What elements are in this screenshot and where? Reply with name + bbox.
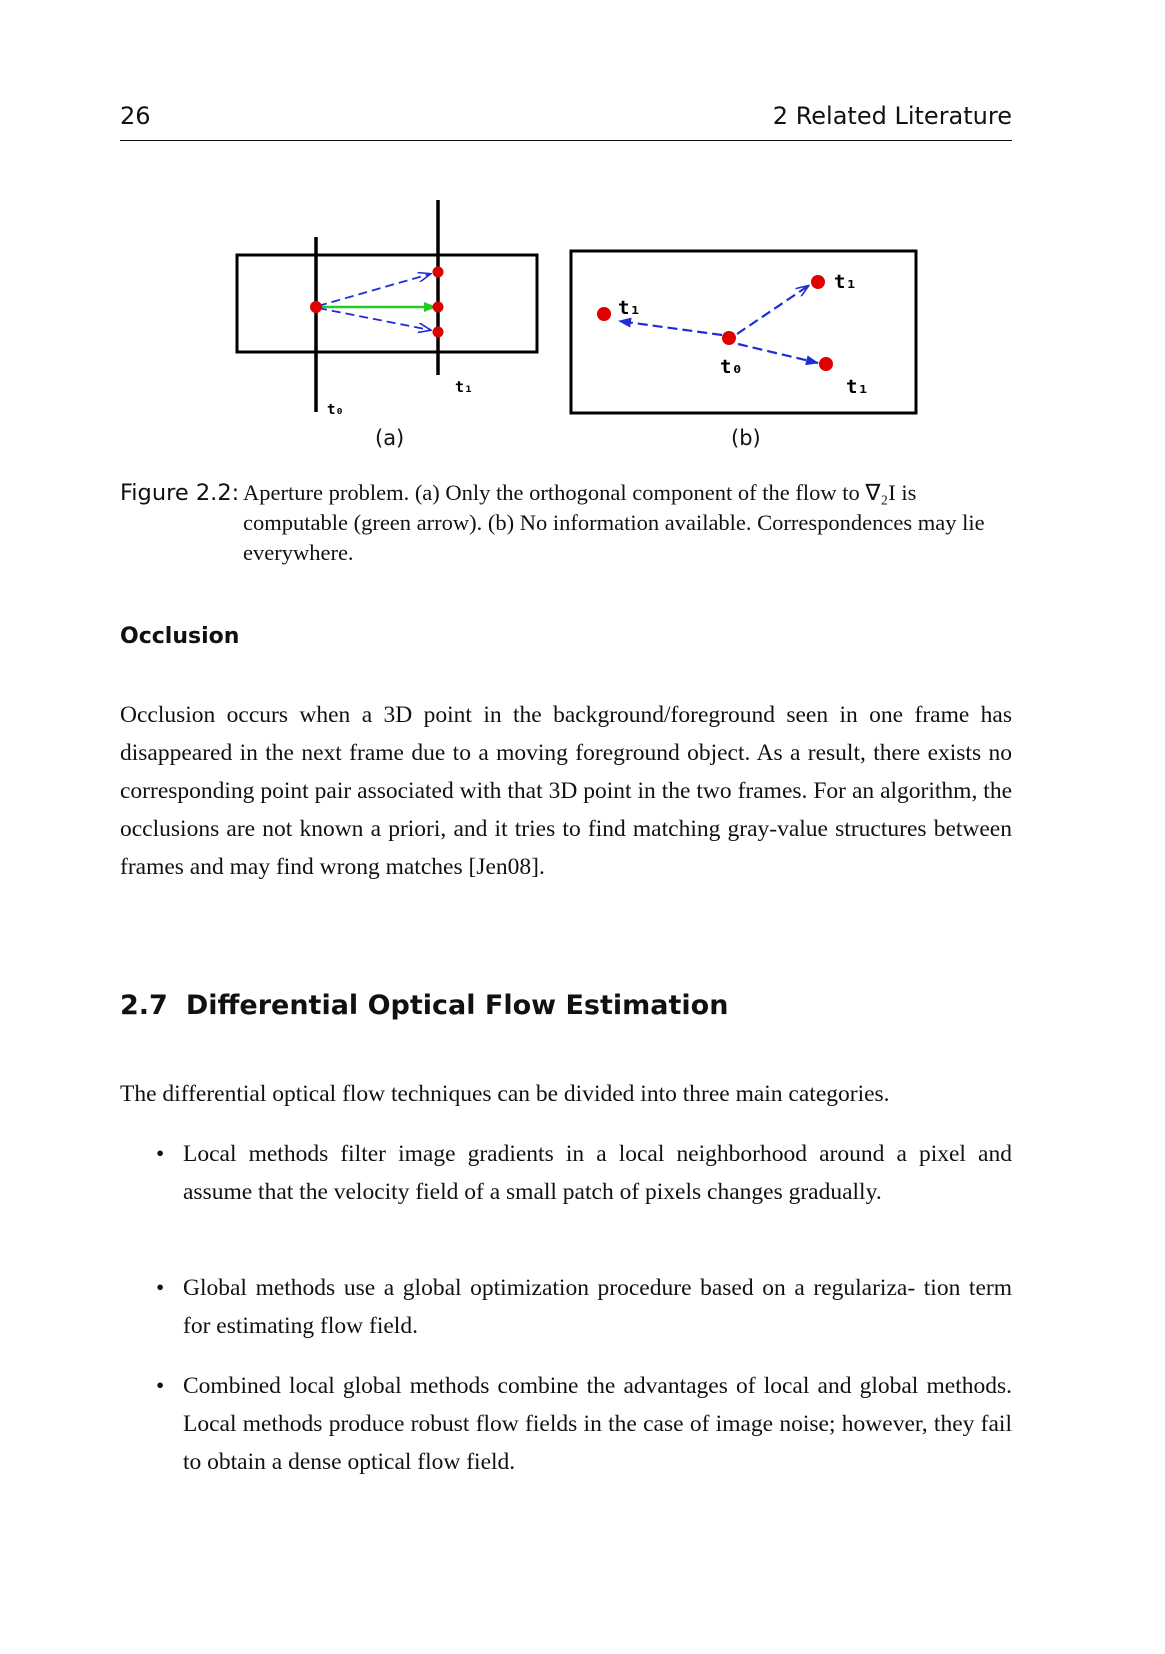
label-t1-top: t₁ xyxy=(834,271,857,293)
subsection-heading: Occlusion xyxy=(120,624,240,649)
caption-text: Aperture problem. (a) Only the orthogonal component of the flow to ∇₂I is computable (green arrow). (b) No information available. Correspondences may lie everywhere. xyxy=(243,480,985,565)
label-t0: t₀ xyxy=(720,356,743,378)
point-t1-c xyxy=(433,327,444,338)
section-heading xyxy=(120,990,728,1021)
subfigure-a xyxy=(237,200,537,418)
point-t1-b xyxy=(433,302,444,313)
point-t0 xyxy=(310,301,322,313)
bullet-icon: • xyxy=(156,1141,165,1167)
point-t0 xyxy=(722,331,736,345)
flow-arrow-upright xyxy=(737,286,808,334)
flow-arrow-up xyxy=(318,274,430,306)
figure-2-2 xyxy=(0,190,1165,460)
list-item xyxy=(150,1269,1012,1345)
label-t1-right: t₁ xyxy=(846,376,869,398)
bullet-icon: • xyxy=(156,1275,165,1301)
subfigure-a-label: (a) xyxy=(375,426,405,450)
subfigure-b xyxy=(571,251,916,413)
page-number: 26 xyxy=(120,102,151,130)
flow-arrow-left xyxy=(619,321,722,335)
label-t1: t₁ xyxy=(455,378,474,396)
point-t1-right xyxy=(819,357,833,371)
point-t1-top xyxy=(811,275,825,289)
flow-arrow-down xyxy=(318,308,430,330)
figure-svg xyxy=(0,190,1165,460)
list-item xyxy=(150,1135,1012,1211)
label-t1-left: t₁ xyxy=(618,297,641,319)
occlusion-paragraph: Occlusion occurs when a 3D point in the background/foreground seen in one frame has disappeared in the next frame due to a moving foreground object. As a result, there exists no corresponding point pair associated with that 3D point in the two frames. For an algorithm, the occlusions are not known a priori, and it tries to find matching gray-value structures between frames and may find wrong matches [Jen08]. xyxy=(120,702,1012,880)
section-title: Differential Optical Flow Estimation xyxy=(185,990,729,1021)
running-title: 2 Related Literature xyxy=(772,102,1012,130)
page-header xyxy=(120,102,1012,141)
list-item-text: Global methods use a global optimization procedure based on a regulariza- tion term for estimating flow field. xyxy=(183,1275,1012,1339)
section-number: 2.7 xyxy=(120,990,168,1021)
flow-arrow-downright xyxy=(738,344,818,363)
list-item xyxy=(150,1367,1012,1481)
bullet-icon: • xyxy=(156,1373,165,1399)
subfigure-b-label: (b) xyxy=(731,426,761,450)
point-t1-a xyxy=(433,267,444,278)
list-item-text: Local methods filter image gradients in a local neighborhood around a pixel and assume that the velocity field of a small patch of pixels changes gradually. xyxy=(183,1141,1012,1205)
aperture-rect xyxy=(237,255,537,352)
section-intro: The differential optical flow techniques can be divided into three main categories. xyxy=(120,1081,890,1107)
list-item-text: Combined local global methods combine the advantages of local and global methods. Local methods produce robust flow fields in the case of image noise; however, they fail to obtain a dense optical flow field. xyxy=(183,1373,1012,1475)
caption-label: Figure 2.2: xyxy=(120,480,240,506)
label-t0: t₀ xyxy=(327,402,344,418)
point-t1-left xyxy=(597,307,611,321)
